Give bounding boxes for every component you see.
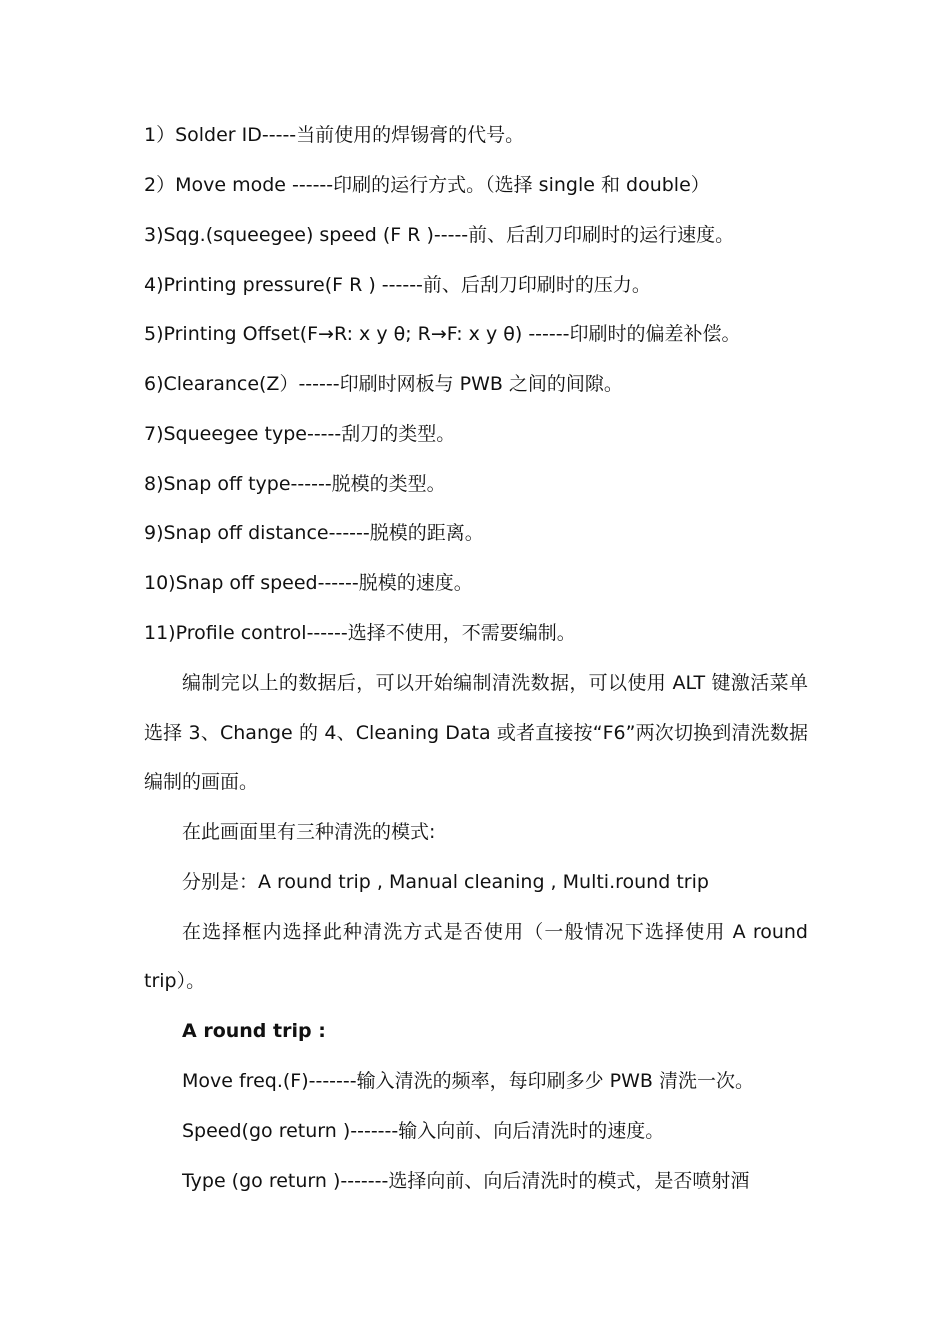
param-move-mode: 2）Move mode ------印刷的运行方式。（选择 single 和 double） [144,174,710,196]
param-printing-pressure: 4)Printing pressure(F R ) ------前、后刮刀印刷时的压力。 [144,274,651,296]
paragraph-line: trip）。 [144,970,206,992]
paragraph-cleaning-modes-list: 分别是：A round trip , Manual cleaning , Multi.round trip [182,871,709,893]
param-squeegee-speed: 3)Sqg.(squeegee) speed (F R )-----前、后刮刀印刷时的运行速度。 [144,224,735,246]
paragraph-line: 编制的画面。 [144,771,259,793]
param-clearance: 6)Clearance(Z）------印刷时网板与 PWB 之间的间隙。 [144,373,623,395]
param-snap-off-type: 8)Snap off type------脱模的类型。 [144,473,446,495]
param-clean-speed: Speed(go return )-------输入向前、向后清洗时的速度。 [182,1120,665,1142]
paragraph-line: 选择 3、Change 的 4、Cleaning Data 或者直接按“F6”两次切换到清洗数据 [144,722,808,744]
param-clean-type: Type (go return )-------选择向前、向后清洗时的模式，是否喷射酒 [182,1170,750,1192]
param-squeegee-type: 7)Squeegee type-----刮刀的类型。 [144,423,456,445]
param-solder-id: 1）Solder ID-----当前使用的焊锡膏的代号。 [144,124,525,146]
param-snap-off-distance: 9)Snap off distance------脱模的距离。 [144,522,484,544]
paragraph-cleaning-modes-intro: 在此画面里有三种清洗的模式: [182,821,436,843]
section-heading: A round trip : [182,1020,326,1042]
param-profile-control: 11)Profile control------选择不使用，不需要编制。 [144,622,576,644]
param-move-freq: Move freq.(F)-------输入清洗的频率，每印刷多少 PWB 清洗一次。 [182,1070,754,1092]
paragraph-line: 在选择框内选择此种清洗方式是否使用（一般情况下选择使用 A round [182,921,808,943]
param-printing-offset: 5)Printing Offset(F→R: x y θ; R→F: x y θ) ------印刷时的偏差补偿。 [144,323,741,345]
param-snap-off-speed: 10)Snap off speed------脱模的速度。 [144,572,473,594]
paragraph-line: 编制完以上的数据后，可以开始编制清洗数据，可以使用 ALT 键激活菜单 [182,672,808,694]
